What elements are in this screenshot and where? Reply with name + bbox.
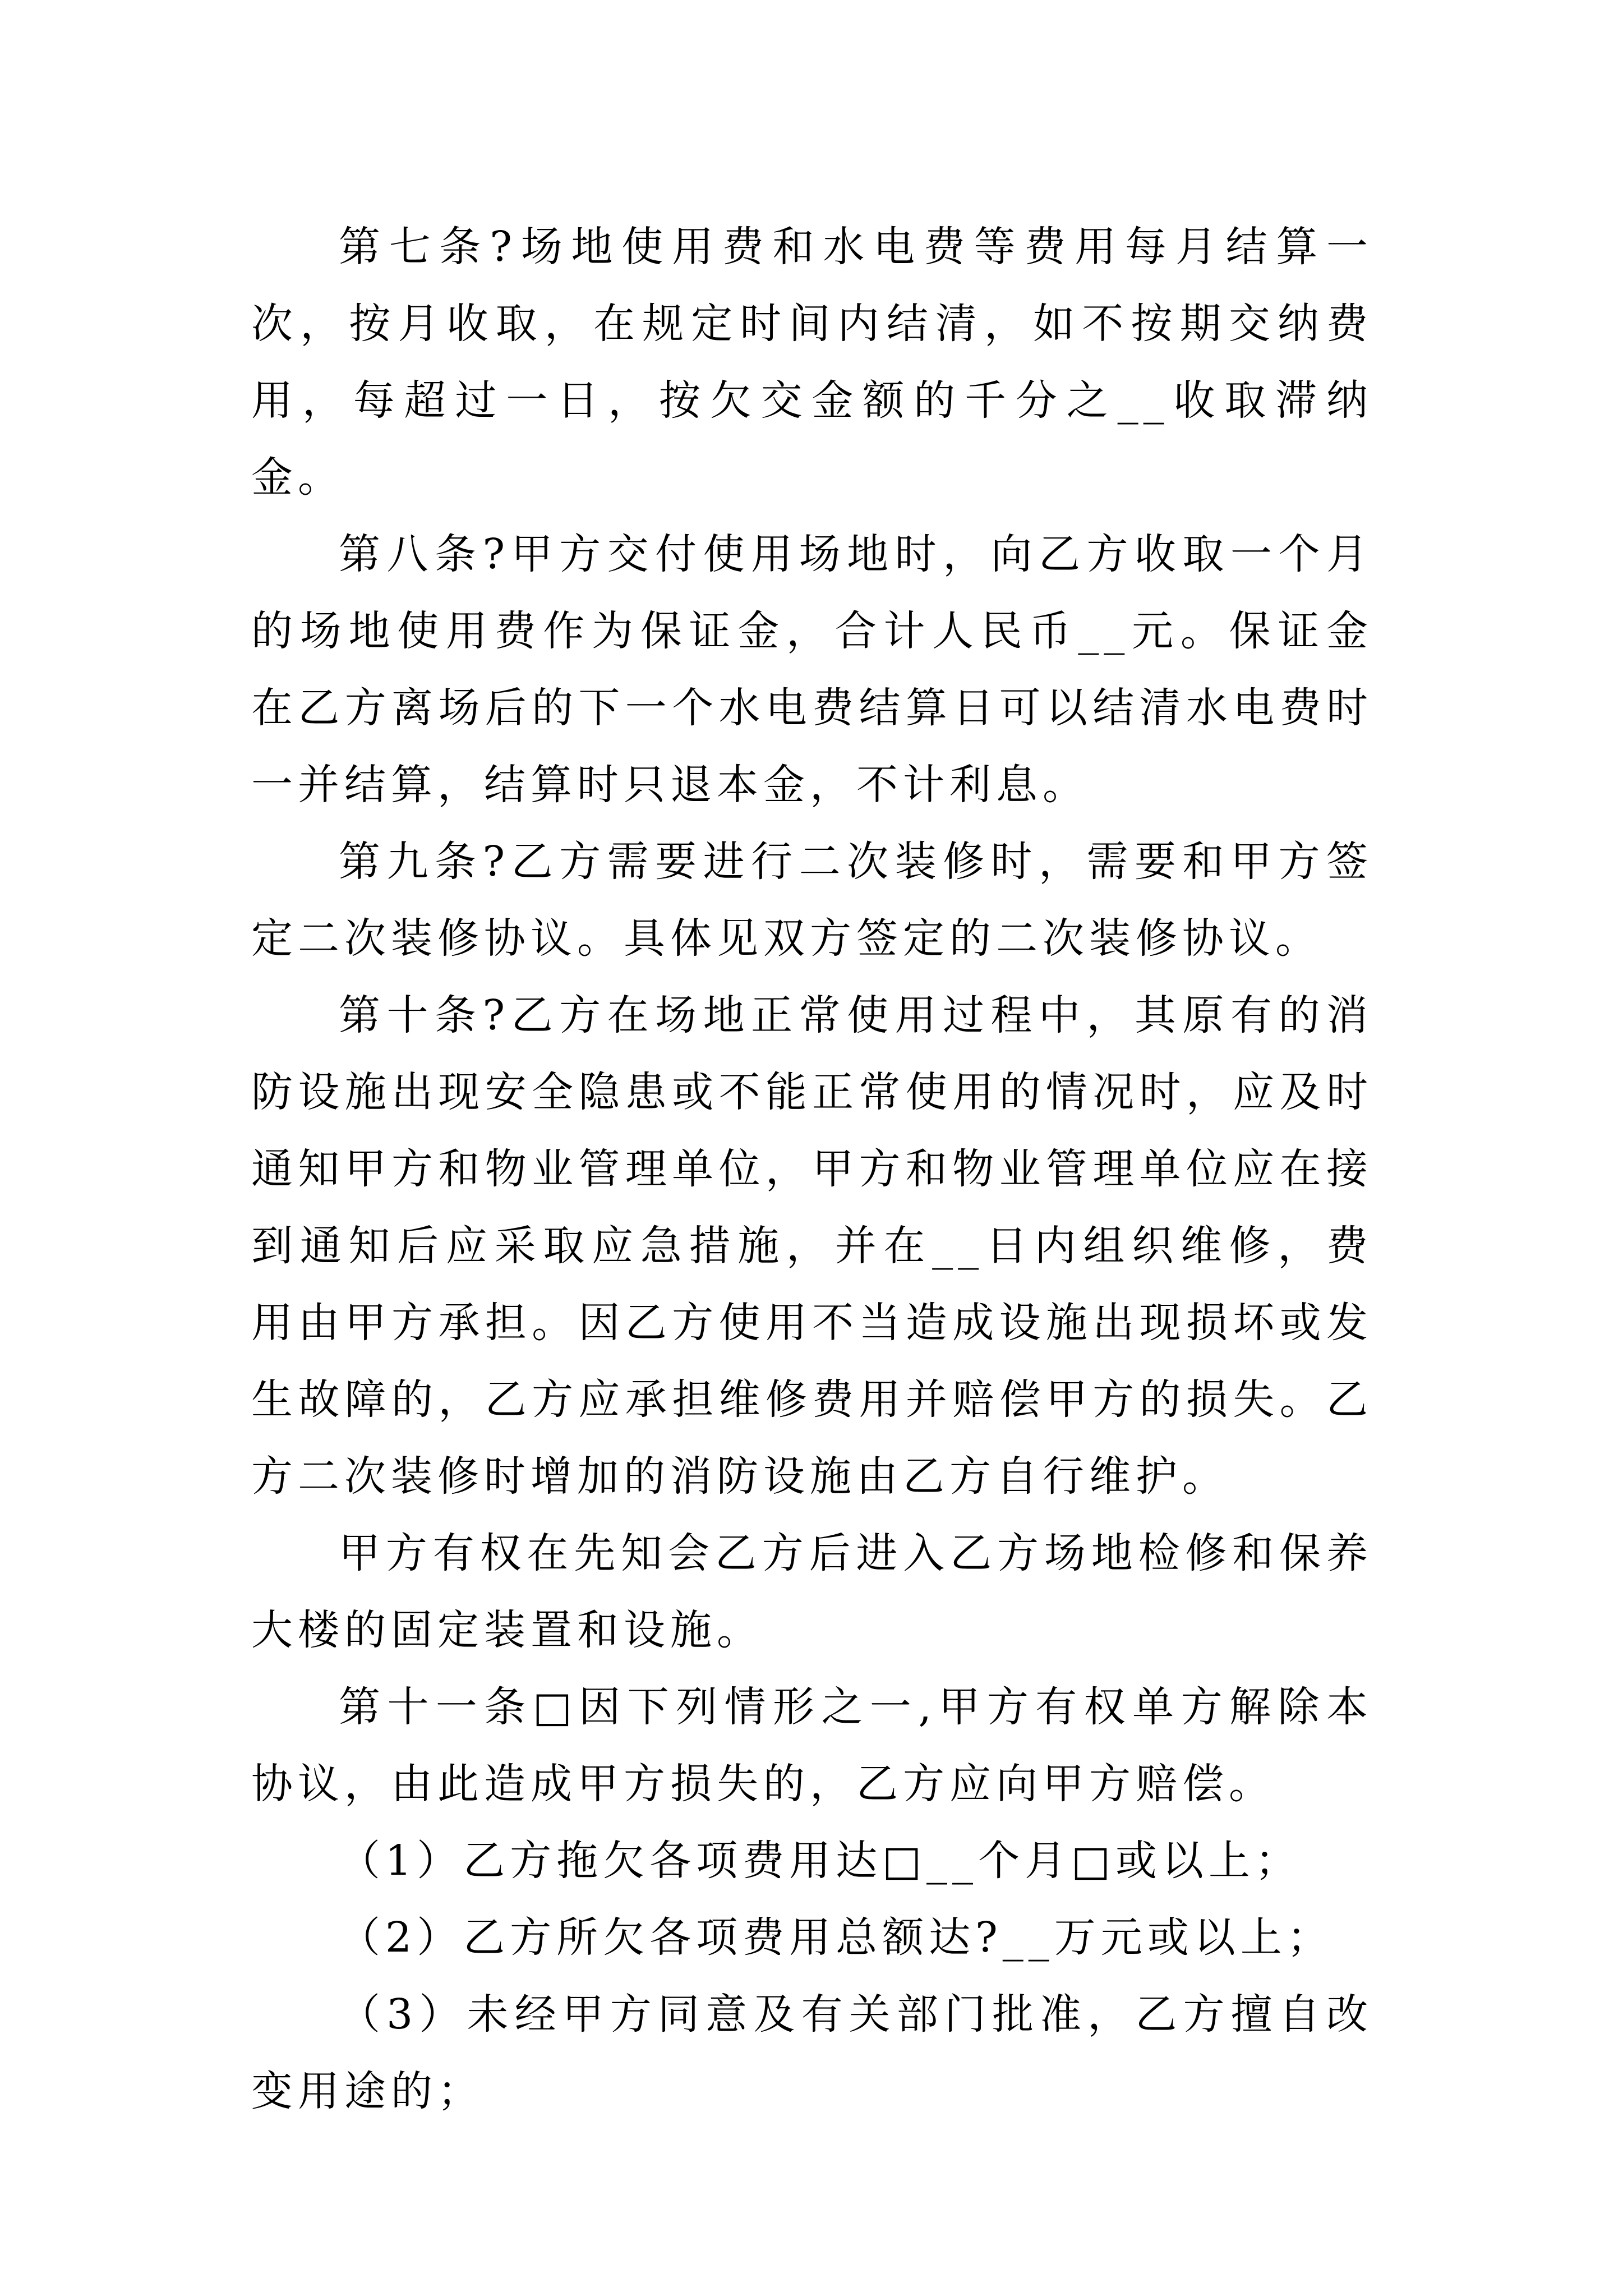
list-item-3: （3）未经甲方同意及有关部门批准，乙方擅自改变用途的； — [251, 1990, 1373, 2115]
list-item-1: （1）乙方拖欠各项费用达□__个月□或以上； — [339, 1837, 1302, 1885]
paragraph-article-11: 第十一条□因下列情形之一,甲方有权单方解除本协议，由此造成甲方损失的，乙方应向甲方赔偿。 — [251, 1683, 1373, 1808]
list-item-2: （2）乙方所欠各项费用总额达?__万元或以上； — [339, 1913, 1334, 1962]
paragraph-article-10: 第十条?乙方在场地正常使用过程中，其原有的消防设施出现安全隐患或不能正常使用的情况时，应及时通知甲方和物业管理单位，甲方和物业管理单位应在接到通知后应采取应急措施，并在__日内组织维修，费用由甲方承担。因乙方使用不当造成设施出现损坏或发生故障的，乙方应承担维修费用并赔偿甲方的损失。乙方二次装修时增加的消防设施由乙方自行维护。 — [251, 991, 1373, 1501]
paragraph-inspection-right: 甲方有权在先知会乙方后进入乙方场地检修和保养大楼的固定装置和设施。 — [251, 1529, 1373, 1654]
paragraph-article-7: 第七条?场地使用费和水电费等费用每月结算一次，按月收取，在规定时间内结清，如不按期交纳费用，每超过一日，按欠交金额的千分之__收取滞纳金。 — [251, 223, 1373, 501]
paragraph-article-9: 第九条?乙方需要进行二次装修时，需要和甲方签定二次装修协议。具体见双方签定的二次装修协议。 — [251, 838, 1373, 963]
paragraph-article-8: 第八条?甲方交付使用场地时，向乙方收取一个月的场地使用费作为保证金，合计人民币__元。保证金在乙方离场后的下一个水电费结算日可以结清水电费时一并结算，结算时只退本金，不计利息。 — [251, 530, 1373, 809]
document-body — [251, 209, 1373, 2130]
